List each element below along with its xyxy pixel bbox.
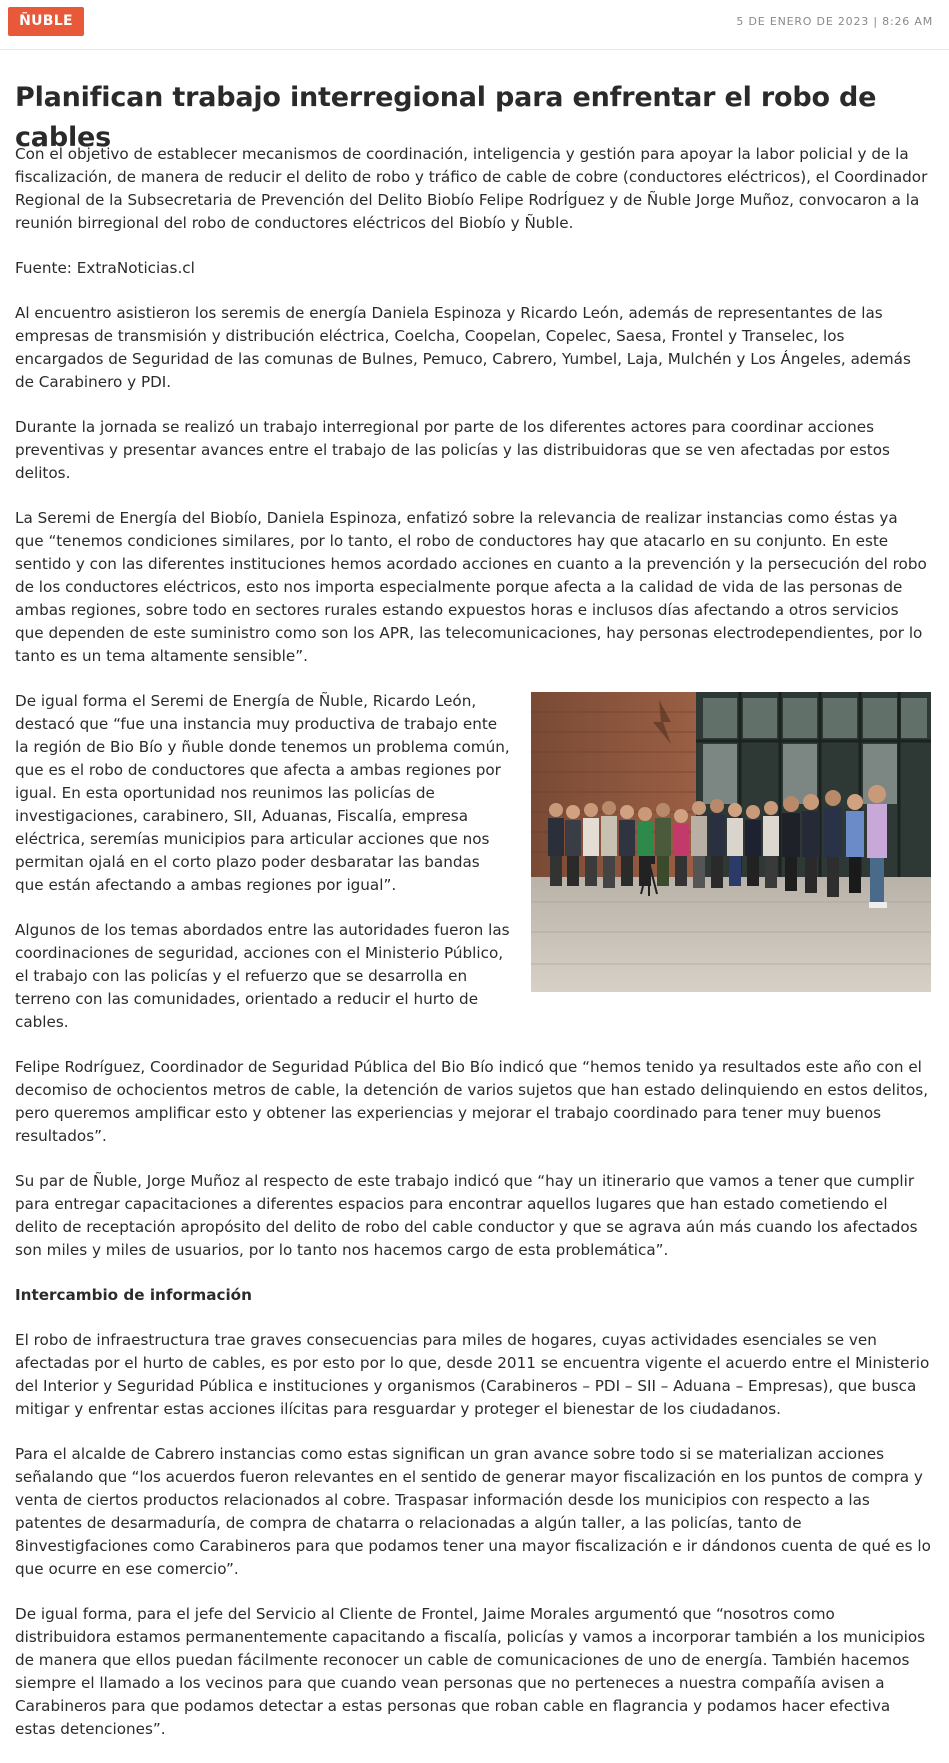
article-paragraph: La Seremi de Energía del Biobío, Daniela Espinoza, enfatizó sobre la relevancia de realizar instancias como éstas ya que “tenemos condiciones similares, por lo tanto, el robo de conductores hay que atacarlo en su conjunto. En este sentido y con las diferentes instituciones hemos acordado acciones en cuanto a la prevención y la persecución del robo de los conductores eléctricos, esto nos importa especialmente porque afecta a la calidad de vida de las personas de ambas regiones, sobre todo en sectores rurales estando expuestos horas e inclusos días afectando a otros servicios que dependen de este suministro como son los APR, las telecomunicaciones, hay personas electrodependientes, por lo tanto es un tema altamente sensible”. [15, 509, 927, 665]
article-subheading: Intercambio de información [15, 1286, 252, 1304]
date-separator: | [873, 15, 878, 28]
article-paragraph: Algunos de los temas abordados entre las autoridades fueron las coordinaciones de seguridad, acciones con el Ministerio Público, el trabajo con las policías y el refuerzo que se desarrolla en terreno con las comunidades, orientado a reducir el hurto de cables. [15, 921, 510, 1031]
section-badge[interactable]: ÑUBLE [8, 7, 84, 36]
publish-time: 8:26 AM [882, 15, 933, 28]
article-paragraph: De igual forma, para el jefe del Servicio al Cliente de Frontel, Jaime Morales argumentó que “nosotros como distribuidora estamos permanentemente capacitando a fiscalía, policías y vamos a incorporar también a los municipios de manera que ellos puedan fácilmente reconocer un cable de comunicaciones de uno de energía. También hacemos siempre el llamado a los vecinos para que cuando vean personas que no perteneces a nuestra compañía avisen a Carabineros para que podamos detectar a estas personas que roban cable en flagrancia y podamos hacer efectiva estas detenciones”. [15, 1605, 926, 1738]
article-body [15, 143, 931, 1763]
article-source: Fuente: ExtraNoticias.cl [15, 259, 195, 277]
group-photo[interactable] [531, 692, 931, 992]
article-title: Planifican trabajo interregional para enfrentar el robo de cables [15, 82, 877, 153]
article-paragraph: Su par de Ñuble, Jorge Muñoz al respecto de este trabajo indicó que “hay un itinerario que vamos a tener que cumplir para entregar capacitaciones a diferentes espacios para encontrar aquellos lugares que han estado cometiendo el delito de receptación apropósito del delito de robo del cable conductor y que se agrava aún más cuando los afectados son miles y miles de usuarios, por lo tanto nos hacemos cargo de esta problemática”. [15, 1172, 918, 1259]
article-paragraph: Con el objetivo de establecer mecanismos de coordinación, inteligencia y gestión para apoyar la labor policial y de la fiscalización, de manera de reducir el delito de robo y tráfico de cable de cobre (conductores eléctricos), el Coordinador Regional de la Subsecretaria de Prevención del Delito Biobío Felipe RodrÍguez y de Ñuble Jorge Muñoz, convocaron a la reunión birregional del robo de conductores eléctricos del Biobío y Ñuble. [15, 145, 928, 232]
publish-date: 5 DE ENERO DE 2023 [736, 15, 870, 28]
article-paragraph: El robo de infraestructura trae graves consecuencias para miles de hogares, cuyas actividades esenciales se ven afectadas por el hurto de cables, es por esto por lo que, desde 2011 se encuentra vigente el acuerdo entre el Ministerio del Interior y Seguridad Pública e instituciones y organismos (Carabineros – PDI – SII – Aduana – Empresas), que busca mitigar y enfrentar estas acciones ilícitas para resguardar y proteger el bienestar de los ciudadanos. [15, 1331, 930, 1418]
article-paragraph: Al encuentro asistieron los seremis de energía Daniela Espinoza y Ricardo León, además de representantes de las empresas de transmisión y distribución eléctrica, Coelcha, Coopelan, Copelec, Saesa, Frontel y Transelec, los encargados de Seguridad de las comunas de Bulnes, Pemuco, Cabrero, Yumbel, Laja, Mulchén y Los Ángeles, además de Carabinero y PDI. [15, 304, 911, 391]
top-bar [0, 0, 949, 50]
article-paragraph: De igual forma el Seremi de Energía de Ñuble, Ricardo León, destacó que “fue una instancia muy productiva de trabajo ente la región de Bio Bío y ñuble donde tenemos un problema común, que es el robo de conductores que afecta a ambas regiones por igual. En esta oportunidad nos reunimos las policías de investigaciones, carabinero, SII, Aduanas, Fiscalía, empresa eléctrica, seremías municipios para articular acciones que nos permitan ojalá en el corto plazo poder desbaratar las bandas que están afectando a ambas regiones por igual”. [15, 692, 510, 894]
publish-dateline [736, 15, 933, 28]
article-paragraph: Para el alcalde de Cabrero instancias como estas significan un gran avance sobre todo si se materializan acciones señalando que “los acuerdos fueron relevantes en el sentido de generar mayor fiscalización en los puntos de compra y venta de ciertos productos relacionados al cobre. Traspasar información desde los municipios con respecto a las patentes de desarmaduría, de compra de chatarra o relacionadas a algún taller, a las policías, tanto de 8investigfaciones como Carabineros para que podamos tener una mayor fiscalización e ir dándonos cuenta de qué es lo que ocurre en ese comercio”. [15, 1445, 931, 1578]
article-paragraph: Felipe Rodríguez, Coordinador de Seguridad Pública del Bio Bío indicó que “hemos tenido ya resultados este año con el decomiso de ochocientos metros de cable, la detención de varios sujetos que han estado delinquiendo en estos delitos, pero queremos amplificar esto y obtener las experiencias y mejorar el trabajo coordinado para tener muy buenos resultados”. [15, 1058, 929, 1145]
article-paragraph: Durante la jornada se realizó un trabajo interregional por parte de los diferentes actores para coordinar acciones preventivas y presentar avances entre el trabajo de las policías y las distribuidoras que se ven afectadas por estos delitos. [15, 418, 890, 482]
